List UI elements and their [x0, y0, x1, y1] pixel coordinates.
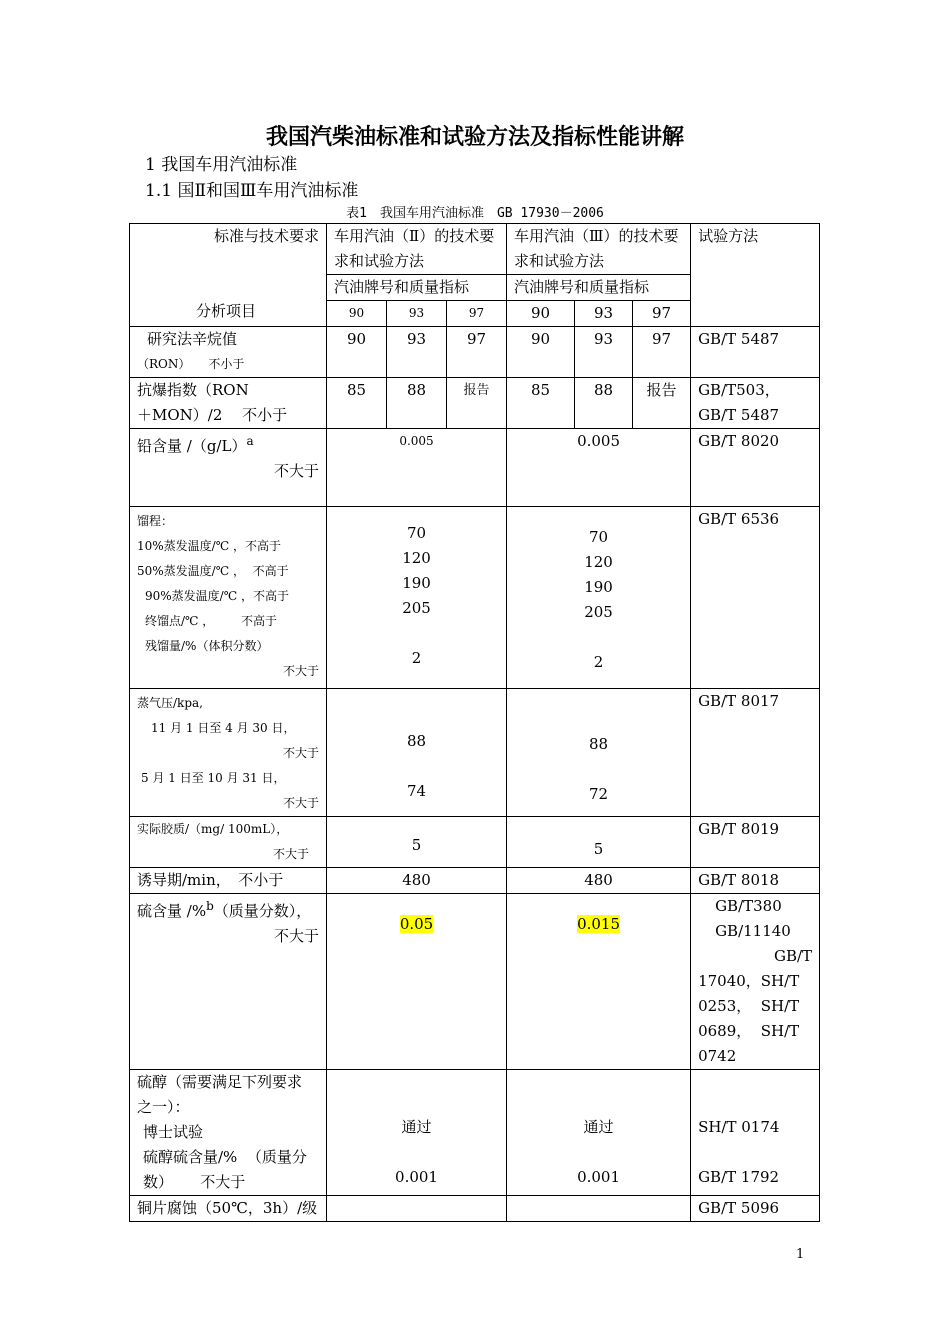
copper-method: GB/T 5096	[691, 1196, 820, 1222]
table-row-induction	[130, 868, 820, 894]
aki-method-line2: GB/T 5487	[698, 406, 780, 424]
distill-g2-residue: 2	[411, 649, 422, 667]
ron-g2-93: 93	[387, 327, 447, 378]
distill-method: GB/T 6536	[691, 507, 820, 689]
sulfur-label-cell	[130, 894, 327, 1070]
ron-sub: （RON） 不小于	[137, 357, 245, 371]
distill-label-cell	[130, 507, 327, 689]
grade2-93: 93	[387, 301, 447, 327]
table-row-mercaptan	[130, 1070, 820, 1196]
mercaptan-g3-cell	[507, 1070, 691, 1196]
distill-label: 馏程：	[137, 514, 174, 528]
gasoline-standard-table	[129, 223, 820, 1222]
induction-g2: 480	[327, 868, 507, 894]
induction-g3: 480	[507, 868, 691, 894]
aki-label-line1: 抗爆指数（RON	[137, 381, 249, 399]
mercaptan-method-cell	[691, 1070, 820, 1196]
distill-g3-50: 120	[584, 553, 613, 571]
gum-limit: 不大于	[272, 847, 309, 861]
mercaptan-doctor: 博士试验	[143, 1123, 204, 1141]
vapor-g2-winter: 88	[406, 732, 427, 750]
grade3-90: 90	[507, 301, 575, 327]
sulfur-g3-cell	[507, 894, 691, 1070]
header-corner-cell	[130, 224, 327, 327]
sulfur-method-7: 0742	[698, 1047, 737, 1065]
distill-item-final: 终馏点/℃ ， 不高于	[145, 614, 277, 628]
analysis-item-label: 分析项目	[196, 302, 257, 320]
aki-method-line1: GB/T503，	[698, 381, 780, 399]
copper-g2	[327, 1196, 507, 1222]
section-heading: 1 我国车用汽油标准	[145, 155, 298, 175]
table-row-copper	[130, 1196, 820, 1222]
vapor-limit1: 不大于	[282, 746, 319, 760]
gum-label-cell	[130, 817, 327, 868]
aki-label-line2: ＋MON）/2 不小于	[137, 406, 288, 424]
mercaptan-content-line2: 数） 不大于	[143, 1173, 246, 1191]
grade3-header: 车用汽油（Ⅲ）的技术要求和试验方法	[507, 224, 691, 275]
table-row-lead	[130, 429, 820, 507]
sulfur-g2-cell	[327, 894, 507, 1070]
table-caption: 表1 我国车用汽油标准 GB 17930－2006	[346, 206, 604, 221]
mercaptan-g2-value: 0.001	[395, 1168, 438, 1186]
aki-g2-93: 88	[387, 378, 447, 429]
aki-label-cell	[130, 378, 327, 429]
ron-g3-90: 90	[507, 327, 575, 378]
distill-g3-10: 70	[589, 528, 609, 546]
lead-g2: 0.005	[327, 429, 507, 507]
sulfur-method-2: GB/11140	[715, 922, 791, 940]
vapor-period2: 5 月 1 日至 10 月 31 日，	[141, 771, 286, 785]
sulfur-limit: 不大于	[273, 927, 319, 945]
sulfur-g3: 0.015	[577, 915, 621, 933]
grade2-grade-label: 汽油牌号和质量指标	[327, 275, 507, 301]
sulfur-g2: 0.05	[399, 915, 434, 933]
mercaptan-g2-cell	[327, 1070, 507, 1196]
sulfur-method-5: 0253， SH/T	[698, 997, 800, 1015]
aki-g3-97: 报告	[633, 378, 691, 429]
sulfur-footnote-mark: b	[206, 899, 214, 913]
distill-limit: 不大于	[282, 664, 319, 678]
distill-g3-90: 190	[584, 578, 613, 596]
lead-label: 铅含量 /（g/L）	[137, 437, 247, 455]
mercaptan-label-cell	[130, 1070, 327, 1196]
subsection-heading: 1.1 国Ⅱ和国Ⅲ车用汽油标准	[145, 181, 359, 201]
gum-method: GB/T 8019	[691, 817, 820, 868]
vapor-g3-winter: 88	[589, 735, 609, 753]
copper-g3	[507, 1196, 691, 1222]
sulfur-method-6: 0689， SH/T	[698, 1022, 800, 1040]
aki-g3-93: 88	[575, 378, 633, 429]
ron-g2-90: 90	[327, 327, 387, 378]
lead-g3: 0.005	[507, 429, 691, 507]
distill-g3-residue: 2	[593, 653, 604, 671]
aki-g2-90: 85	[327, 378, 387, 429]
induction-label: 诱导期/min， 不小于	[130, 868, 327, 894]
sulfur-method-1: GB/T380	[715, 897, 782, 915]
mercaptan-method-2: GB/T 1792	[698, 1168, 780, 1186]
vapor-g3-cell	[507, 689, 691, 817]
ron-g3-97: 97	[633, 327, 691, 378]
lead-label-cell	[130, 429, 327, 507]
distill-item-90: 90%蒸发温度/℃ ，不高于	[145, 589, 289, 603]
vapor-g2-cell	[327, 689, 507, 817]
table-row-gum	[130, 817, 820, 868]
mercaptan-method-1: SH/T 0174	[698, 1118, 780, 1136]
table-row-distillation	[130, 507, 820, 689]
distill-g2-90: 190	[402, 574, 431, 592]
distill-g2-50: 120	[402, 549, 431, 567]
vapor-period1: 11 月 1 日至 4 月 30 日，	[151, 721, 296, 735]
grade2-header: 车用汽油（Ⅱ）的技术要求和试验方法	[327, 224, 507, 275]
induction-method: GB/T 8018	[691, 868, 820, 894]
distill-item-residue: 残馏量/%（体积分数）	[145, 639, 269, 653]
mercaptan-g3-pass: 通过	[583, 1118, 614, 1136]
ron-method: GB/T 5487	[691, 327, 820, 378]
grade3-97: 97	[633, 301, 691, 327]
vapor-method: GB/T 8017	[691, 689, 820, 817]
table-row-vapor	[130, 689, 820, 817]
gum-g2: 5	[327, 817, 507, 868]
sulfur-method-3: GB/T	[773, 947, 813, 965]
distill-item-50: 50%蒸发温度/℃ ， 不高于	[137, 564, 289, 578]
sulfur-method-4: 17040，SH/T	[698, 972, 800, 990]
grade2-97: 97	[447, 301, 507, 327]
grade2-90: 90	[327, 301, 387, 327]
ron-g3-93: 93	[575, 327, 633, 378]
lead-limit: 不大于	[273, 462, 319, 480]
table-row-aki	[130, 378, 820, 429]
vapor-label-cell	[130, 689, 327, 817]
sulfur-label: 硫含量 /%	[137, 902, 207, 920]
distill-g2-cell	[327, 507, 507, 689]
lead-method: GB/T 8020	[691, 429, 820, 507]
ron-g2-97: 97	[447, 327, 507, 378]
distill-g3-cell	[507, 507, 691, 689]
mercaptan-label-line2: 之一）：	[137, 1098, 190, 1116]
sulfur-label-tail: （质量分数），	[213, 902, 312, 920]
distill-g2-10: 70	[406, 524, 427, 542]
ron-label-cell	[130, 327, 327, 378]
table-row-ron	[130, 327, 820, 378]
test-method-header: 试验方法	[691, 224, 820, 327]
distill-g3-final: 205	[584, 603, 613, 621]
vapor-g3-summer: 72	[589, 785, 609, 803]
table-row-sulfur	[130, 894, 820, 1070]
grade3-grade-label: 汽油牌号和质量指标	[507, 275, 691, 301]
document-title: 我国汽柴油标准和试验方法及指标性能讲解	[265, 124, 684, 150]
ron-label: 研究法辛烷值	[147, 330, 238, 348]
aki-g3-90: 85	[507, 378, 575, 429]
aki-g2-97: 报告	[447, 378, 507, 429]
lead-footnote-mark: a	[246, 434, 254, 448]
aki-method-cell	[691, 378, 820, 429]
grade3-93: 93	[575, 301, 633, 327]
vapor-g2-summer: 74	[406, 782, 427, 800]
sulfur-method-cell	[691, 894, 820, 1070]
mercaptan-label-line1: 硫醇（需要满足下列要求	[137, 1073, 303, 1091]
copper-label: 铜片腐蚀（50℃，3h）/级	[130, 1196, 327, 1222]
mercaptan-g2-pass: 通过	[401, 1118, 432, 1136]
distill-item-10: 10%蒸发温度/℃ ，不高于	[137, 539, 281, 553]
gum-g3: 5	[507, 817, 691, 868]
page-number: 1	[796, 1247, 805, 1262]
mercaptan-g3-value: 0.001	[577, 1168, 621, 1186]
standard-req-label: 标准与技术要求	[213, 227, 319, 245]
distill-g2-final: 205	[402, 599, 431, 617]
gum-label: 实际胶质/（mg/ 100mL），	[137, 822, 289, 836]
mercaptan-content-line1: 硫醇硫含量/% （质量分	[143, 1148, 307, 1166]
vapor-limit2: 不大于	[282, 796, 319, 810]
vapor-label: 蒸气压/kpa,	[137, 696, 203, 710]
